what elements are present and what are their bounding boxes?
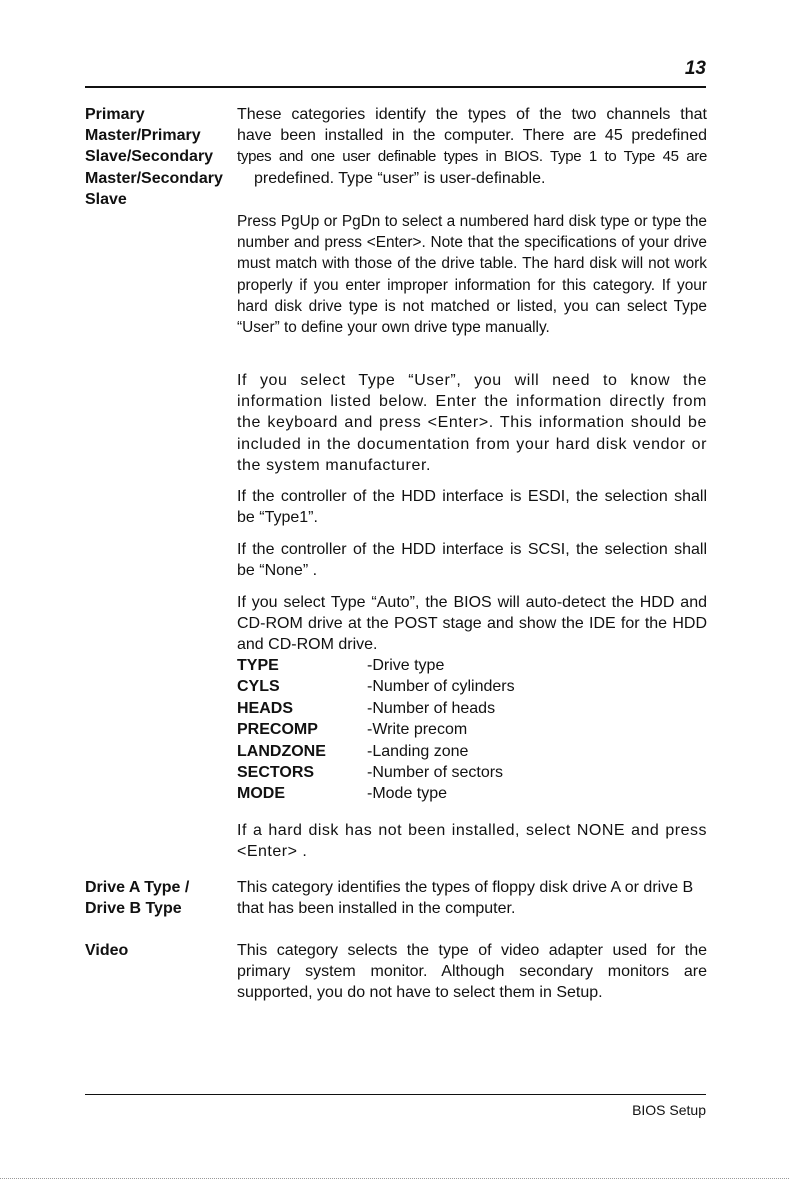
term-video: Video <box>85 942 129 959</box>
term-line: Master/Primary <box>85 127 201 145</box>
spec-value: -Landing zone <box>367 742 469 760</box>
spec-list <box>237 655 515 805</box>
spec-row <box>237 698 515 719</box>
term-line: Drive B Type <box>85 900 182 918</box>
spec-row <box>237 719 515 740</box>
footer-rule <box>85 1094 706 1095</box>
spec-key: HEADS <box>237 699 294 717</box>
term-drive <box>85 877 189 919</box>
spec-key: SECTORS <box>237 764 315 782</box>
term-primary <box>85 104 223 210</box>
intro-line: predefined. Type “user” is user-definable. <box>254 169 546 187</box>
paragraph-pgup <box>237 211 707 338</box>
spec-row <box>237 783 515 804</box>
spec-value: -Write precom <box>367 721 468 739</box>
paragraph: This category selects the type of video adapter used for the primary system monitor. Although secondary monitors are supported, you do not have to select them in Setup. <box>237 942 707 1002</box>
footer-text: BIOS Setup <box>632 1102 706 1118</box>
paragraph-esdi <box>237 486 707 528</box>
spec-value: -Number of heads <box>367 699 496 717</box>
intro-line: have been installed in the computer. There are 45 predefined <box>237 127 707 145</box>
video-description <box>237 940 707 1004</box>
spec-row <box>237 741 515 762</box>
spec-key: PRECOMP <box>237 721 318 739</box>
term-line: Master/Secondary <box>85 169 223 187</box>
primary-intro <box>237 104 707 189</box>
paragraph-none <box>237 820 707 862</box>
term-line: Slave <box>85 190 127 208</box>
spec-row <box>237 762 515 783</box>
paragraph: If you select Type “User”, you will need to know the information listed below. Enter the information directly from the keyboard and press <Enter>. This information should be included in the documentation from your hard disk vendor or the system manufacturer. <box>237 372 707 474</box>
paragraph: If the controller of the HDD interface is ESDI, the selection shall be “Type1”. <box>237 488 707 527</box>
paragraph-user-type <box>237 370 707 476</box>
term-line: Primary <box>85 106 145 123</box>
spec-key: TYPE <box>237 657 279 674</box>
spec-key: CYLS <box>237 678 280 696</box>
page-edge <box>0 1178 789 1179</box>
paragraph-auto <box>237 592 707 656</box>
drive-description <box>237 877 702 919</box>
paragraph: Press PgUp or PgDn to select a numbered hard disk type or type the number and press <Enter>. Note that the specifications of your drive must match with those of the drive table. The hard disk will not work properly if you enter improper information for this category. If your hard disk drive type is not matched or listed, you can select Type “User” to define your own drive type manually. <box>237 213 707 337</box>
spec-row <box>237 676 515 697</box>
intro-line: types and one user definable types in BIOS. Type 1 to Type 45 are <box>237 148 707 166</box>
paragraph: This category identifies the types of floppy disk drive A or drive B that has been installed in the computer. <box>237 879 694 918</box>
term-line: Slave/Secondary <box>85 148 214 166</box>
paragraph: If the controller of the HDD interface is SCSI, the selection shall be “None” . <box>237 541 707 580</box>
spec-key: MODE <box>237 785 285 803</box>
spec-row <box>237 655 515 676</box>
page-number: 13 <box>684 58 706 79</box>
paragraph-scsi <box>237 539 707 581</box>
term-line: Drive A Type / <box>85 879 190 896</box>
spec-value: -Number of cylinders <box>367 678 515 696</box>
spec-value: -Drive type <box>367 657 445 674</box>
header-rule <box>85 86 706 88</box>
paragraph: If a hard disk has not been installed, select NONE and press <Enter> . <box>237 822 707 861</box>
spec-key: LANDZONE <box>237 742 326 760</box>
spec-value: -Number of sectors <box>367 764 504 782</box>
spec-value: -Mode type <box>367 785 448 803</box>
intro-line: These categories identify the types of the two channels that <box>237 106 707 123</box>
paragraph: If you select Type “Auto”, the BIOS will auto-detect the HDD and CD-ROM drive at the POST stage and show the IDE for the HDD and CD-ROM drive. <box>237 594 707 654</box>
